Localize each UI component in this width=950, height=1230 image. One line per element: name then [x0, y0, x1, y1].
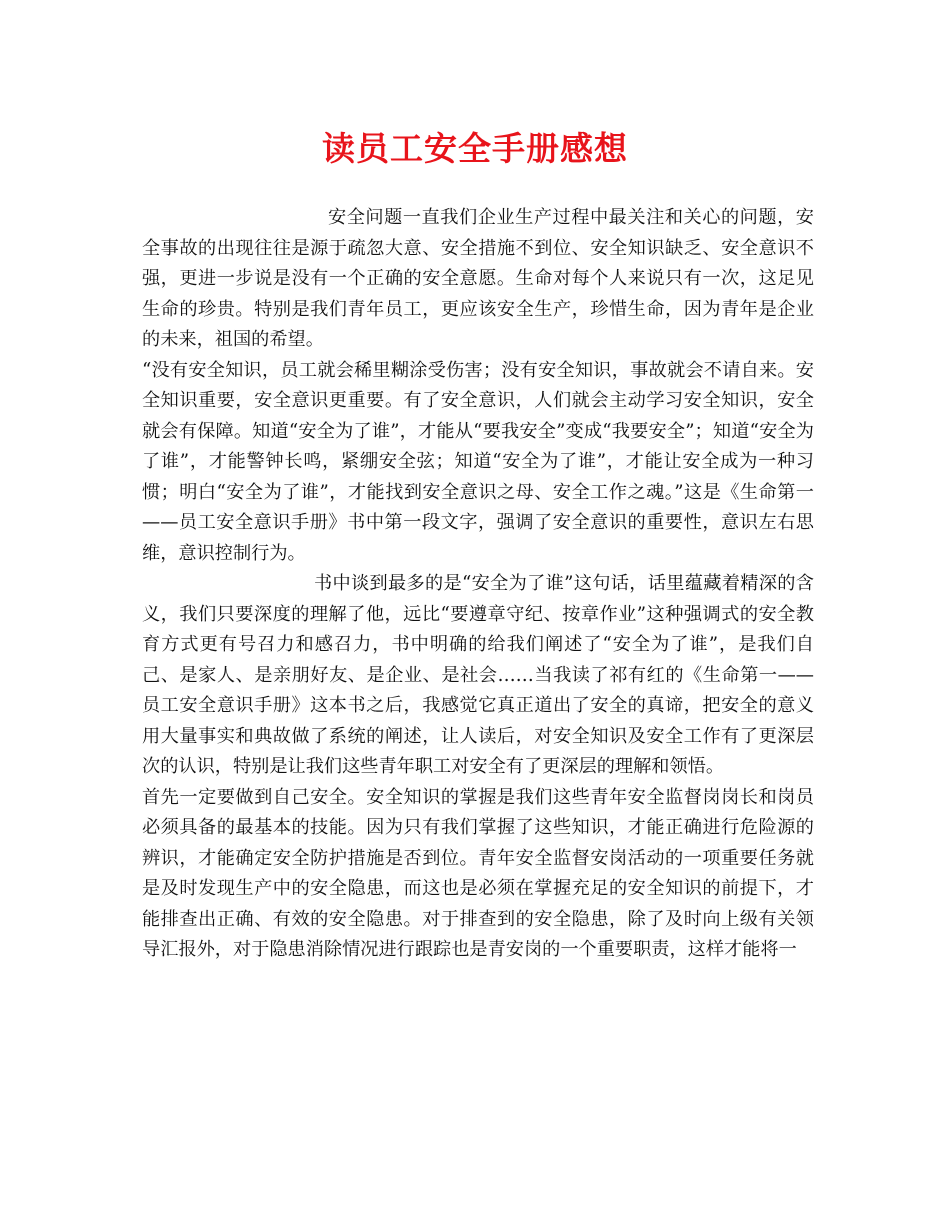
paragraph-1: 安全问题一直我们企业生产过程中最关注和关心的问题，安全事故的出现往往是源于疏忽大意、安全措施不到位、安全知识缺乏、安全意识不强，更进一步说是没有一个正确的安全意愿。生命对每个人来说只有一次，这足见生命的珍贵。特别是我们青年员工，更应该安全生产，珍惜生命，因为青年是企业的未来，祖国的希望。 — [142, 207, 814, 350]
document-body — [142, 203, 814, 966]
document-title: 读员工安全手册感想 — [322, 129, 628, 168]
paragraph-4: 首先一定要做到自己安全。安全知识的掌握是我们这些青年安全监督岗岗长和岗员必须具备的最基本的技能。因为只有我们掌握了这些知识，才能正确进行危险源的辨识，才能确定安全防护措施是否到位。青年安全监督安岗活动的一项重要任务就是及时发现生产中的安全隐患，而这也是必须在掌握充足的安全知识的前提下，才能排查出正确、有效的安全隐患。对于排查到的安全隐患，除了及时向上级有关领导汇报外，对于隐患消除情况进行跟踪也是青安岗的一个重要职责，这样才能将一 — [142, 786, 814, 960]
paragraph-3: 书中谈到最多的是“安全为了谁”这句话，话里蕴藏着精深的含义，我们只要深度的理解了他，远比“要遵章守纪、按章作业”这种强调式的安全教育方式更有号召力和感召力，书中明确的给我们阐述了“安全为了谁”，是我们自己、是家人、是亲朋好友、是企业、是社会……当我读了祁有红的《生命第一——员工安全意识手册》这本书之后，我感觉它真正道出了安全的真谛，把安全的意义用大量事实和典故做了系统的阐述，让人读后，对安全知识及安全工作有了更深层次的认识，特别是让我们这些青年职工对安全有了更深层的理解和领悟。 — [142, 573, 814, 777]
paragraph-2: “没有安全知识，员工就会稀里糊涂受伤害；没有安全知识，事故就会不请自来。安全知识重要，安全意识更重要。有了安全意识，人们就会主动学习安全知识，安全就会有保障。知道“安全为了谁”，才能从“要我安全”变成“我要安全”；知道“安全为了谁”，才能警钟长鸣，紧绷安全弦；知道“安全为了谁”，才能让安全成为一种习惯；明白“安全为了谁”，才能找到安全意识之母、安全工作之魂。”这是《生命第一——员工安全意识手册》书中第一段文字，强调了安全意识的重要性，意识左右思维，意识控制行为。 — [142, 359, 814, 564]
